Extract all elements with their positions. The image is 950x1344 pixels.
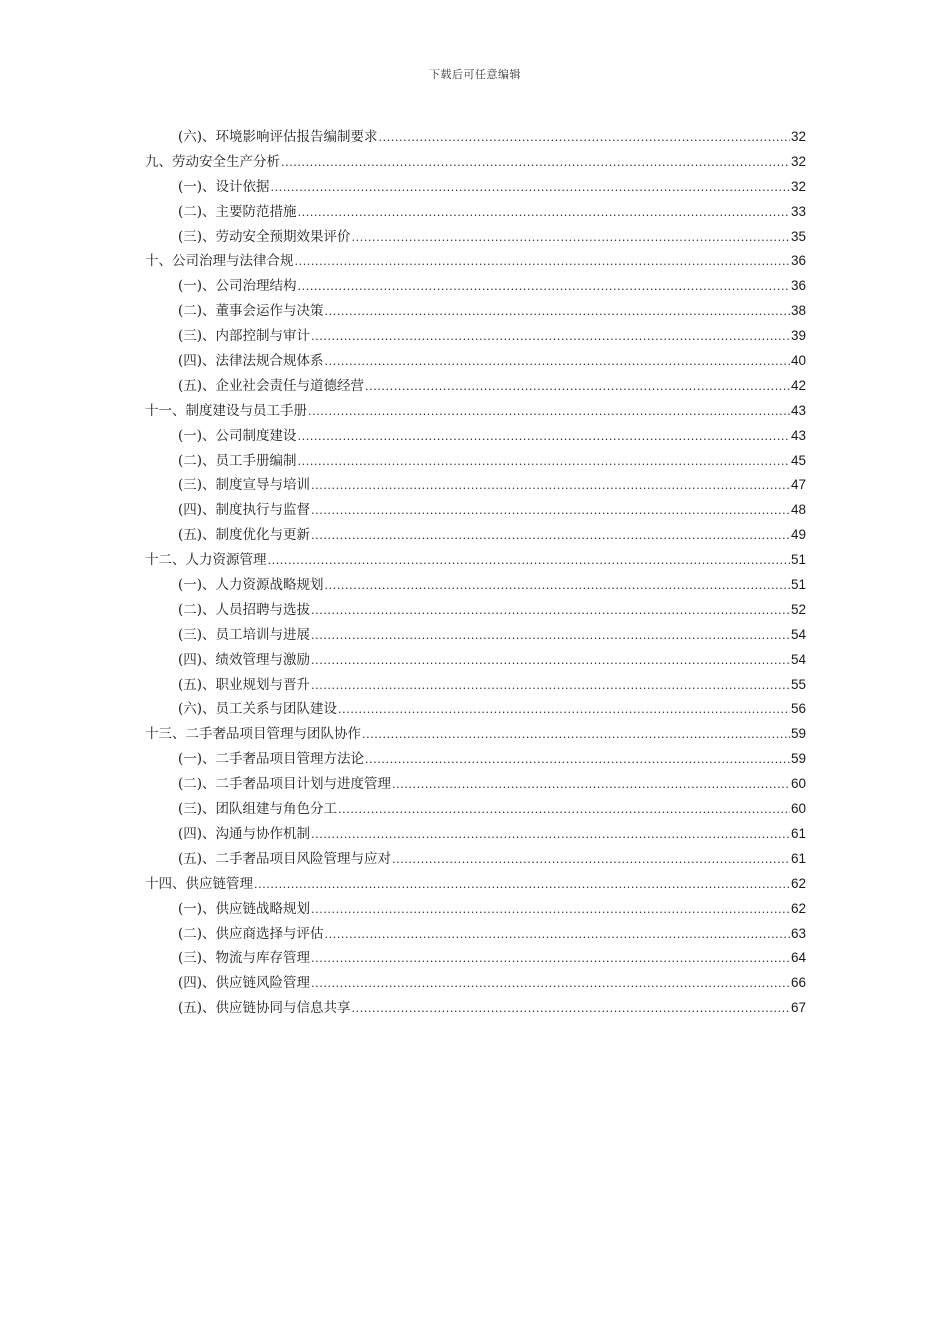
toc-entry-title: (一)、设计依据 xyxy=(178,178,270,195)
toc-dot-leader xyxy=(338,798,790,823)
toc-dot-leader xyxy=(281,151,790,176)
toc-page-number: 62 xyxy=(790,875,806,891)
toc-entry-title: (二)、员工手册编制 xyxy=(178,452,297,469)
toc-entry-title: (二)、人员招聘与选拔 xyxy=(178,601,311,618)
toc-entry-title: (三)、制度宣导与培训 xyxy=(178,477,311,494)
toc-chapter-entry[interactable] xyxy=(145,399,806,424)
toc-entry-title: (三)、劳动安全预期效果评价 xyxy=(178,228,351,245)
toc-dot-leader xyxy=(311,325,790,350)
toc-section-entry[interactable] xyxy=(145,946,806,971)
toc-section-entry[interactable] xyxy=(145,996,806,1021)
toc-section-entry[interactable] xyxy=(145,697,806,722)
toc-dot-leader xyxy=(298,450,790,475)
toc-dot-leader xyxy=(268,549,790,574)
toc-section-entry[interactable] xyxy=(145,822,806,847)
toc-page-number: 64 xyxy=(790,950,806,966)
toc-entry-title: 十一、制度建设与员工手册 xyxy=(145,402,307,419)
toc-entry-title: (五)、制度优化与更新 xyxy=(178,527,311,544)
toc-entry-title: (一)、二手奢品项目管理方法论 xyxy=(178,751,365,768)
toc-dot-leader xyxy=(311,898,790,923)
toc-page-number: 66 xyxy=(790,975,806,991)
toc-entry-title: (三)、团队组建与角色分工 xyxy=(178,801,338,818)
toc-dot-leader xyxy=(365,748,790,773)
toc-page-number: 61 xyxy=(790,825,806,841)
toc-page-number: 42 xyxy=(790,377,806,393)
toc-section-entry[interactable] xyxy=(145,847,806,872)
toc-dot-leader xyxy=(379,126,790,151)
toc-section-entry[interactable] xyxy=(145,125,806,150)
toc-dot-leader xyxy=(311,599,790,624)
toc-page-number: 56 xyxy=(790,701,806,717)
toc-dot-leader xyxy=(311,947,790,972)
toc-page-number: 52 xyxy=(790,601,806,617)
toc-page-number: 45 xyxy=(790,452,806,468)
toc-dot-leader xyxy=(352,226,790,251)
toc-section-entry[interactable] xyxy=(145,299,806,324)
toc-entry-title: (四)、供应链风险管理 xyxy=(178,975,311,992)
toc-section-entry[interactable] xyxy=(145,623,806,648)
toc-section-entry[interactable] xyxy=(145,897,806,922)
toc-dot-leader xyxy=(352,997,790,1022)
page-header: 下载后可任意编辑 xyxy=(429,68,521,81)
toc-page-number: 40 xyxy=(790,353,806,369)
toc-page-number: 54 xyxy=(790,651,806,667)
toc-section-entry[interactable] xyxy=(145,648,806,673)
toc-section-entry[interactable] xyxy=(145,449,806,474)
toc-section-entry[interactable] xyxy=(145,349,806,374)
toc-dot-leader xyxy=(365,375,790,400)
toc-page-number: 49 xyxy=(790,527,806,543)
toc-page-number: 59 xyxy=(790,751,806,767)
toc-section-entry[interactable] xyxy=(145,772,806,797)
toc-entry-title: (二)、供应商选择与评估 xyxy=(178,925,324,942)
toc-dot-leader xyxy=(392,773,790,798)
toc-entry-title: (六)、环境影响评估报告编制要求 xyxy=(178,129,378,145)
toc-dot-leader xyxy=(298,201,790,226)
toc-dot-leader xyxy=(325,923,790,948)
toc-entry-title: 九、劳动安全生产分析 xyxy=(145,153,280,170)
toc-dot-leader xyxy=(325,574,790,599)
toc-page-number: 38 xyxy=(790,303,806,319)
toc-entry-title: (二)、二手奢品项目计划与进度管理 xyxy=(178,776,392,793)
toc-section-entry[interactable] xyxy=(145,200,806,225)
toc-entry-title: (五)、二手奢品项目风险管理与应对 xyxy=(178,850,392,867)
toc-dot-leader xyxy=(308,400,790,425)
toc-page-number: 60 xyxy=(790,801,806,817)
toc-dot-leader xyxy=(362,723,790,748)
toc-dot-leader xyxy=(338,698,790,723)
toc-entry-title: (四)、法律法规合规体系 xyxy=(178,353,324,370)
toc-page-number: 51 xyxy=(790,577,806,593)
toc-entry-title: (一)、供应链战略规划 xyxy=(178,900,311,917)
toc-entry-title: (六)、员工关系与团队建设 xyxy=(178,701,338,718)
toc-section-entry[interactable] xyxy=(145,971,806,996)
toc-dot-leader xyxy=(271,176,790,201)
toc-dot-leader xyxy=(311,823,790,848)
toc-entry-title: (五)、企业社会责任与道德经营 xyxy=(178,377,365,394)
toc-section-entry[interactable] xyxy=(145,374,806,399)
toc-entry-title: (四)、制度执行与监督 xyxy=(178,502,311,519)
toc-section-entry[interactable] xyxy=(145,175,806,200)
toc-section-entry[interactable] xyxy=(145,424,806,449)
toc-dot-leader xyxy=(298,425,790,450)
toc-section-entry[interactable] xyxy=(145,797,806,822)
toc-section-entry[interactable] xyxy=(145,523,806,548)
toc-dot-leader xyxy=(311,474,790,499)
toc-page-number: 43 xyxy=(790,427,806,443)
toc-entry-title: (一)、公司治理结构 xyxy=(178,278,297,295)
table-of-contents xyxy=(145,125,806,1021)
toc-entry-title: (三)、物流与库存管理 xyxy=(178,950,311,967)
toc-dot-leader xyxy=(311,649,790,674)
toc-page-number: 63 xyxy=(790,925,806,941)
toc-section-entry[interactable] xyxy=(145,922,806,947)
toc-dot-leader xyxy=(295,250,790,275)
toc-page-number: 36 xyxy=(790,253,806,269)
toc-entry-title: (五)、职业规划与晋升 xyxy=(178,676,311,693)
toc-section-entry[interactable] xyxy=(145,498,806,523)
toc-section-entry[interactable] xyxy=(145,225,806,250)
toc-page-number: 35 xyxy=(790,228,806,244)
toc-section-entry[interactable] xyxy=(145,324,806,349)
toc-dot-leader xyxy=(311,624,790,649)
toc-entry-title: (五)、供应链协同与信息共享 xyxy=(178,1000,351,1017)
toc-page-number: 32 xyxy=(790,153,806,169)
toc-page-number: 55 xyxy=(790,676,806,692)
toc-chapter-entry[interactable] xyxy=(145,249,806,274)
toc-chapter-entry[interactable] xyxy=(145,722,806,747)
toc-chapter-entry[interactable] xyxy=(145,150,806,175)
toc-page-number: 62 xyxy=(790,900,806,916)
toc-page-number: 61 xyxy=(790,850,806,866)
toc-entry-title: 十二、人力资源管理 xyxy=(145,552,267,569)
toc-dot-leader xyxy=(311,674,790,699)
toc-entry-title: (一)、公司制度建设 xyxy=(178,427,297,444)
toc-page-number: 47 xyxy=(790,477,806,493)
toc-dot-leader xyxy=(311,499,790,524)
toc-entry-title: (四)、绩效管理与激励 xyxy=(178,651,311,668)
toc-entry-title: 十三、二手奢品项目管理与团队协作 xyxy=(145,726,361,743)
toc-page-number: 67 xyxy=(790,1000,806,1016)
toc-entry-title: (二)、主要防范措施 xyxy=(178,203,297,220)
toc-dot-leader xyxy=(325,300,790,325)
toc-dot-leader xyxy=(311,524,790,549)
toc-entry-title: (三)、员工培训与进展 xyxy=(178,626,311,643)
toc-page-number: 39 xyxy=(790,328,806,344)
toc-dot-leader xyxy=(325,350,790,375)
toc-entry-title: (一)、人力资源战略规划 xyxy=(178,577,324,594)
toc-page-number: 48 xyxy=(790,502,806,518)
toc-page-number: 54 xyxy=(790,626,806,642)
toc-entry-title: (二)、董事会运作与决策 xyxy=(178,303,324,320)
toc-section-entry[interactable] xyxy=(145,673,806,698)
toc-page-number: 36 xyxy=(790,278,806,294)
toc-chapter-entry[interactable] xyxy=(145,872,806,897)
toc-page-number: 33 xyxy=(790,203,806,219)
toc-section-entry[interactable] xyxy=(145,598,806,623)
toc-page-number: 60 xyxy=(790,776,806,792)
toc-entry-title: (四)、沟通与协作机制 xyxy=(178,825,311,842)
toc-chapter-entry[interactable] xyxy=(145,548,806,573)
toc-entry-title: 十、公司治理与法律合规 xyxy=(145,253,294,270)
toc-entry-title: (三)、内部控制与审计 xyxy=(178,328,311,345)
toc-page-number: 32 xyxy=(790,129,806,144)
toc-section-entry[interactable] xyxy=(145,473,806,498)
toc-section-entry[interactable] xyxy=(145,747,806,772)
toc-section-entry[interactable] xyxy=(145,274,806,299)
toc-entry-title: 十四、供应链管理 xyxy=(145,875,253,892)
toc-dot-leader xyxy=(311,972,790,997)
toc-page-number: 32 xyxy=(790,178,806,194)
toc-page-number: 43 xyxy=(790,402,806,418)
toc-dot-leader xyxy=(254,873,790,898)
toc-dot-leader xyxy=(298,275,790,300)
toc-page-number: 51 xyxy=(790,552,806,568)
toc-page-number: 59 xyxy=(790,726,806,742)
toc-dot-leader xyxy=(392,848,790,873)
toc-section-entry[interactable] xyxy=(145,573,806,598)
